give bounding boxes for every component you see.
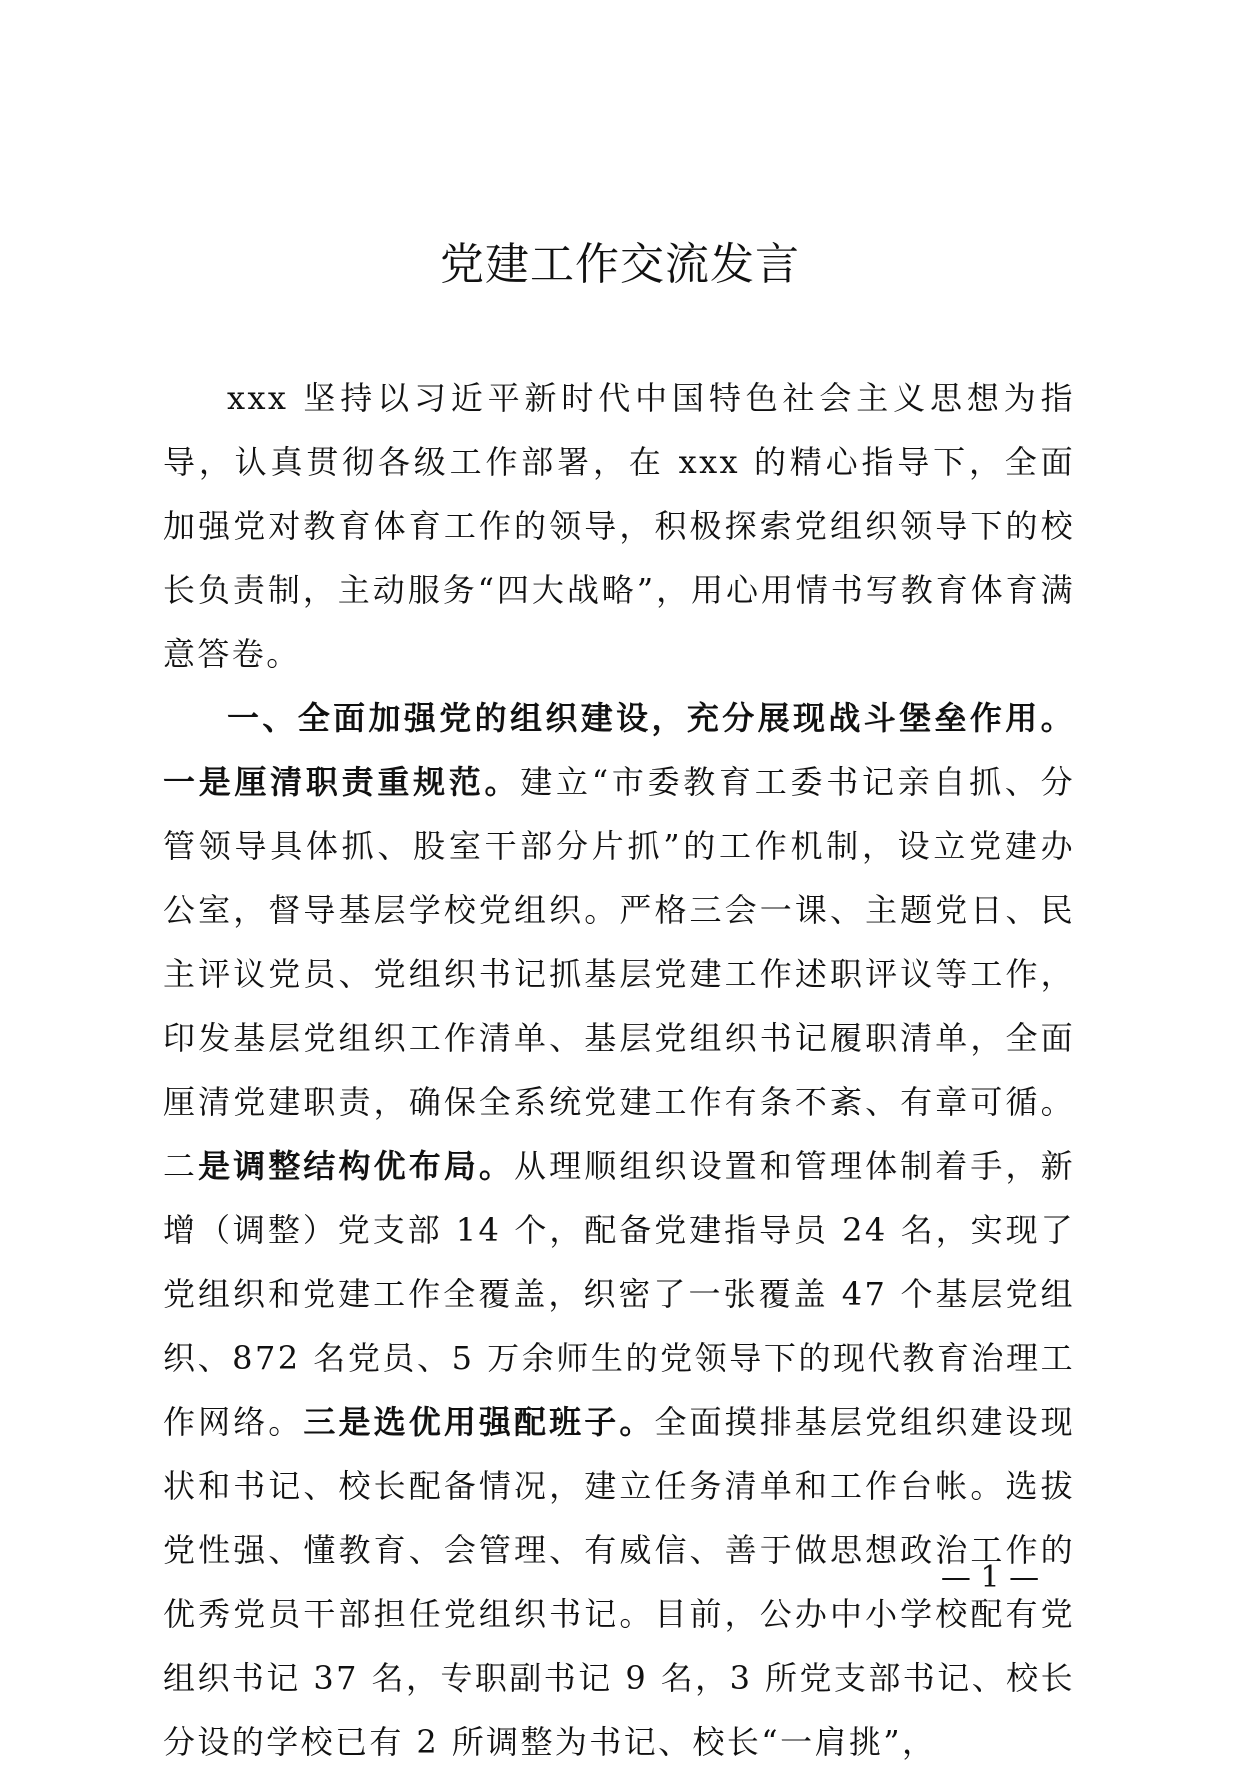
point-1-text: 建立“市委教育工委书记亲自抓、分管领导具体抓、股室干部分片抓”的工作机制，设立党建办公室，督导基层学校党组织。严格三会一课、主题党日、民主评议党员、党组织书记抓基层党建工作述职评议等工作，印发基层党组织工作清单、基层党组织书记履职清单，全面厘清党建职责，确保全系统党建工作有条不紊、有章可循。 xyxy=(163,763,1075,1121)
point-2-label: 是调整结构优布局。 xyxy=(198,1147,515,1185)
point-2-prefix: 二 xyxy=(163,1147,199,1185)
intro-paragraph: xxx 坚持以习近平新时代中国特色社会主义思想为指导，认真贯彻各级工作部署，在 xxx 的精心指导下，全面加强党对教育体育工作的领导，积极探索党组织领导下的校长负责制，主动服务“四大战略”，用心用情书写教育体育满意答卷。 xyxy=(163,379,1075,673)
section-1-paragraph xyxy=(163,686,1075,1774)
page-number: — 1 — xyxy=(940,1560,1040,1595)
section-1-heading: 一、全面加强党的组织建设，充分展现战斗堡垒作用。 xyxy=(227,699,1075,737)
point-3-text: 全面摸排基层党组织建设现状和书记、校长配备情况，建立任务清单和工作台帐。选拔党性强、懂教育、会管理、有威信、善于做思想政治工作的优秀党员干部担任党组织书记。目前，公办中小学校配有党组织书记 37 名，专职副书记 9 名，3 所党支部书记、校长分设的学校已有 2 所调整为书记、校长“一肩挑”， xyxy=(163,1403,1075,1761)
point-3-label: 三是选优用强配班子。 xyxy=(303,1403,655,1441)
point-1-label: 一是厘清职责重规范。 xyxy=(163,763,521,801)
document-title: 党建工作交流发言 xyxy=(440,239,800,290)
point-2-text: 从理顺组织设置和管理体制着手，新增（调整）党支部 14 个，配备党建指导员 24 名，实现了党组织和党建工作全覆盖，织密了一张覆盖 47 个基层党组织、872 名党员、5 万余师生的党领导下的现代教育治理工作网络。 xyxy=(163,1147,1075,1441)
